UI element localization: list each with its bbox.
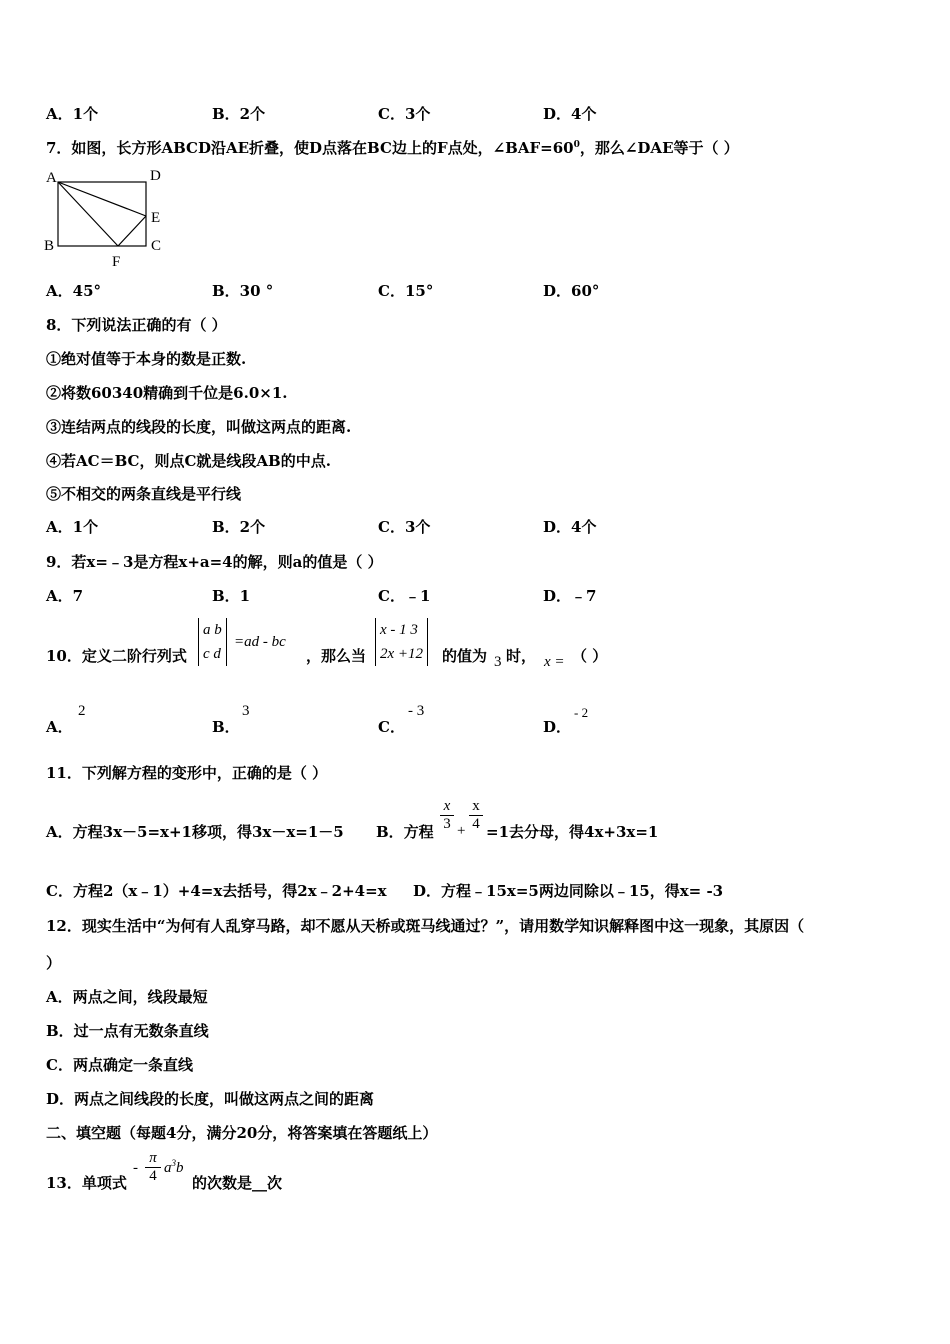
q9-option-d: D．﹣7 <box>543 587 597 605</box>
q13-monomial: $a^3b$ <box>164 1158 184 1176</box>
label-f: F <box>112 254 121 270</box>
q10-value: 3 <box>494 654 502 670</box>
q7-option-d: D．60° <box>543 282 600 300</box>
q10-option-d: D． <box>543 718 572 736</box>
q7-option-b: B．30 ° <box>212 282 274 300</box>
q12-stem: 12．现实生活中“为何有人乱穿马路，却不愿从天桥或斑马线通过？”，请用数学知识解释图中这一现象，其原因（ <box>46 917 805 935</box>
q10-stem-when2: 时， <box>506 647 537 665</box>
q11-option-a: A．方程3x－5=x+1移项，得3x－x=1－5 <box>46 823 344 841</box>
q9-option-c: C．﹣1 <box>378 587 431 605</box>
q9-option-b: B．1 <box>212 587 251 605</box>
q10-stem-paren: （ ） <box>572 647 608 665</box>
label-a: A <box>46 170 57 186</box>
fold-line-ae <box>58 182 146 216</box>
q6-option-c: C．3个 <box>378 105 431 123</box>
q12-stem-cont: ） <box>46 954 62 972</box>
q8-option-d: D．4个 <box>543 518 597 536</box>
q7-option-a: A．45° <box>46 282 102 300</box>
line-fe <box>118 216 146 246</box>
rectangle-abcd <box>58 182 146 246</box>
q10-det-definition: =ad - bc <box>234 634 286 650</box>
q10-option-a-value: 2 <box>78 703 86 719</box>
q10-option-c-value: - 3 <box>408 703 425 719</box>
q9-option-a: A．7 <box>46 587 84 605</box>
q12-option-c: C．两点确定一条直线 <box>46 1056 193 1074</box>
q10-stem-start: 10．定义二阶行列式 <box>46 647 187 665</box>
q10-option-c: C． <box>378 718 405 736</box>
q6-option-b: B．2个 <box>212 105 266 123</box>
q13-fraction: $\frac{\pi}{4}$ <box>145 1150 161 1185</box>
q10-determinant-2: x - 1 3 2x +12 <box>375 618 428 666</box>
q11-option-d: D．方程﹣15x=5两边同除以﹣15，得x= -3 <box>413 882 724 900</box>
q10-stem-when: ，那么当 <box>306 647 367 665</box>
q11-option-c: C．方程2（x﹣1）+4=x去括号，得2x﹣2+4=x <box>46 882 387 900</box>
q9-stem: 9．若x=﹣3是方程x+a=4的解，则a的值是（ ） <box>46 553 383 571</box>
q7-rectangle-figure <box>40 164 170 272</box>
label-e: E <box>151 210 161 226</box>
q7-stem: 7．如图，长方形ABCD沿AE折叠，使D点落在BC边上的F点处，$\angle BAF=60^0$，那么∠DAE等于（ ） <box>46 139 739 157</box>
q8-option-a: A．1个 <box>46 518 99 536</box>
q7-option-c: C．15° <box>378 282 434 300</box>
q13-minus: - <box>133 1160 138 1176</box>
q10-option-a: A． <box>46 718 73 736</box>
q10-option-b-value: 3 <box>242 703 250 719</box>
q11-stem: 11．下列解方程的变形中，正确的是（ ） <box>46 764 328 782</box>
q8-item-1: ①绝对值等于本身的数是正数. <box>46 350 247 368</box>
q8-option-c: C．3个 <box>378 518 431 536</box>
q13-stem-start: 13．单项式 <box>46 1174 127 1192</box>
q10-option-b: B． <box>212 718 240 736</box>
q10-stem-value: 的值为 <box>442 647 488 665</box>
q11-fraction-1: $\frac{x}{3}$ <box>440 798 454 833</box>
label-b: B <box>44 238 55 254</box>
label-c: C <box>151 238 162 254</box>
q11-option-b-start: B．方程 <box>376 823 434 841</box>
q13-stem-end: 的次数是__次 <box>192 1174 283 1192</box>
q8-item-5: ⑤不相交的两条直线是平行线 <box>46 485 242 503</box>
line-af <box>58 182 118 246</box>
q8-stem: 8．下列说法正确的有（ ） <box>46 316 227 334</box>
q11-plus: + <box>457 823 466 839</box>
q6-option-a: A．1个 <box>46 105 99 123</box>
q10-x-equals: x = <box>544 654 565 670</box>
section-2-heading: 二、填空题（每题4分，满分20分，将答案填在答题纸上） <box>46 1124 438 1142</box>
q8-option-b: B．2个 <box>212 518 266 536</box>
q8-item-4: ④若AC＝BC，则点C就是线段AB的中点. <box>46 452 331 470</box>
q12-option-a: A．两点之间，线段最短 <box>46 988 208 1006</box>
label-d: D <box>150 168 161 184</box>
q10-determinant-1: a b c d <box>198 618 227 666</box>
q12-option-d: D．两点之间线段的长度，叫做这两点之间的距离 <box>46 1090 375 1108</box>
q11-option-b-end: =1去分母，得4x+3x=1 <box>486 823 659 841</box>
q10-option-d-value: - 2 <box>574 705 589 720</box>
q8-item-3: ③连结两点的线段的长度，叫做这两点的距离. <box>46 418 352 436</box>
q8-item-2: ②将数60340精确到千位是6.0×1. <box>46 384 288 402</box>
q6-option-d: D．4个 <box>543 105 597 123</box>
q12-option-b: B．过一点有无数条直线 <box>46 1022 209 1040</box>
q11-fraction-2: $\frac{x}{4}$ <box>469 798 483 833</box>
